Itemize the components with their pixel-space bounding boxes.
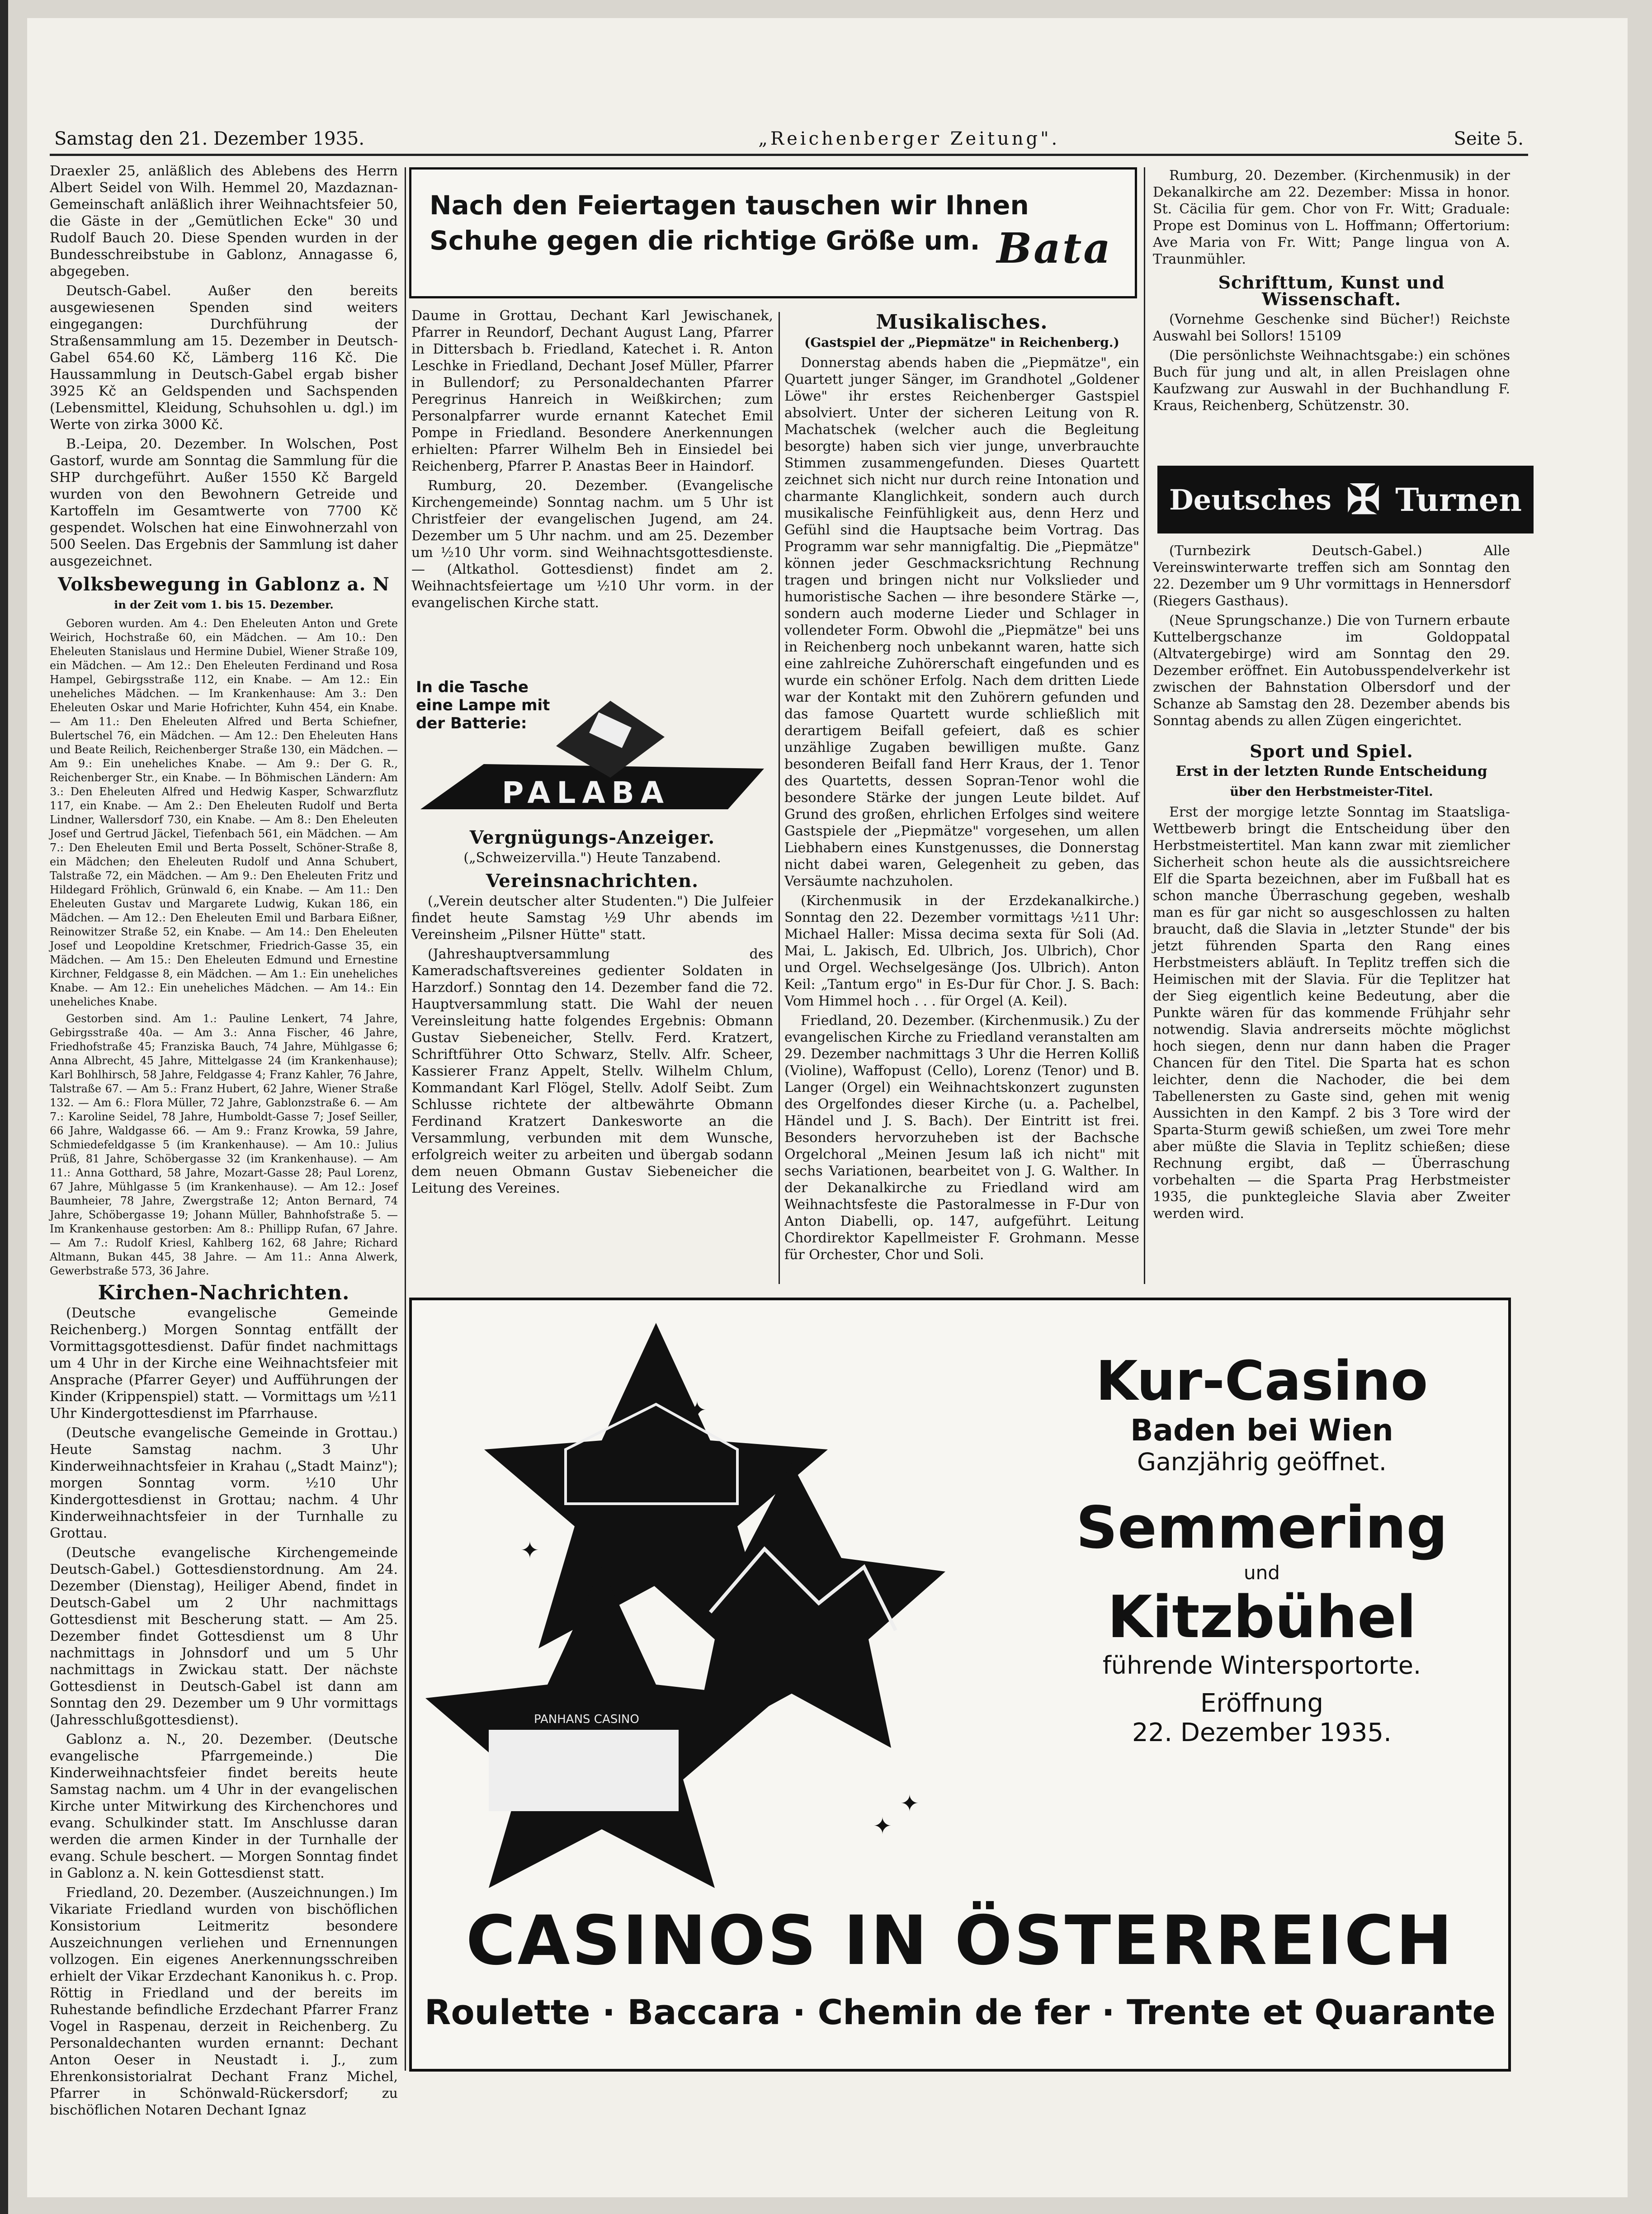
- hotel-sign: PANHANS CASINO: [534, 1713, 639, 1726]
- banner-word-left: Deutsches: [1169, 483, 1332, 516]
- palaba-ad-text: In die Tasche eine Lampe mit der Batterie:: [416, 678, 550, 732]
- paragraph: („Schweizervilla.") Heute Tanzabend.: [463, 850, 721, 866]
- section-title: Sport und Spiel.: [1250, 741, 1413, 761]
- section-title: Vereinsnachrichten.: [486, 870, 699, 892]
- paragraph: (Die persönlichste Weihnachtsgabe:) ein schönes Buch für jung und alt, in allen Preislagen ohne Kaufzwang zur Auswahl in der Buchhandlung F. Kraus, Reichenberg, Schützenstr. 30.: [1153, 348, 1510, 414]
- header-paper-title: „Reichenberger Zeitung".: [758, 128, 1060, 149]
- turner-cross-icon: ✠: [1346, 476, 1381, 524]
- header-rule: [50, 154, 1528, 156]
- column-1: [50, 163, 398, 2118]
- casino-semmering: Semmering: [1076, 1494, 1448, 1562]
- column-3: [784, 307, 1139, 1284]
- column-divider: [779, 312, 780, 1284]
- paragraph: Geboren wurden. Am 4.: Den Eheleuten Anton und Grete Weirich, Hochstraße 60, ein Mädchen. — Am 10.: Den Eheleuten Stanislaus und Hermine Dubiel, Wiener Straße 109, ein Mädchen. — Am 12.: Den Eheleuten Ferdinand und Rosa Hampel, Gebirgsstraße 112, ein Knabe. — Am 12.: Ein uneheliches Mädchen. — Im Krankenhause: Am 3.: Den Eheleuten Oskar und Marie Hofrichter, Kuhn 454, ein Knabe. — Am 11.: Den Eheleuten Alfred und Berta Schiefner, Bulertschel 76, ein Mädchen. — Am 12.: Den Eheleuten Hans und Beate Reilich, Reichenberger Straße 130, ein Mädchen. — Am 9.: Ein uneheliches Knabe. — Am 9.: Der G. R., Reichenberger Str., ein Knabe. — In Böhmischen Ländern: Am 3.: Den Eheleuten Alfred und Hedwig Kasper, Schwarzflutz 117, ein Knabe. — Am 2.: Den Eheleuten Rudolf und Berta Lindner, Wallersdorf 730, ein Knabe. — Am 8.: Den Eheleuten Josef und Gertrud Jäckel, Tiefenbach 561, ein Mädchen. — Am 7.: Den Eheleuten Emil und Berta Posselt, Schöner-Straße 8, ein Mädchen; den Eheleuten Rudolf und Anna Schubert, Talstraße 72, ein Mädchen. — Am 9.: Den Eheleuten Fritz und Hildegard Fröhlich, Grünwald 6, ein Knabe. — Am 11.: Den Eheleuten Gustav und Margarete Ludwig, Kukan 186, ein Mädchen. — Am 12.: Den Eheleuten Emil und Barbara Eißner, Reinowitzer Straße 52, ein Knabe. — Am 14.: Den Eheleuten Josef und Leopoldine Kretschmer, Friedrich-Gasse 35, ein Mädchen. — Am 15.: Den Eheleuten Edmund und Ernestine Kirchner, Feldgasse 8, ein Mädchen. — Am 1.: Ein uneheliches Knabe. — Am 12.: Ein uneheliches Mädchen. — Am 14.: Ein uneheliches Knabe.: [50, 617, 398, 1008]
- paragraph: Rumburg, 20. Dezember. (Kirchenmusik) in der Dekanalkirche am 22. Dezember: Missa in honor. St. Cäcilia für gem. Chor von Fr. Witt; Graduale: Prope est Dominus von L. Hoffmann; Offertorium: Ave Maria von Fr. Witt; Pange lingua von A. Traunmühler.: [1153, 168, 1510, 267]
- paragraph: (Neue Sprungschanze.) Die von Turnern erbaute Kuttelbergschanze im Goldoppatal (Altvatergebirge) wird am Sonntag den 29. Dezember eröffnet. Ein Autobusspendelverkehr ist zwischen der Bahnstation Olbersdorf und der Schanze ab Samstag den 28. Dezember abends bis Sonntag abends zu allen Zügen eingerichtet.: [1153, 613, 1510, 729]
- palaba-advertisement: [411, 674, 773, 818]
- paragraph: (Deutsche evangelische Kirchengemeinde Deutsch-Gabel.) Gottesdienstordnung. Am 24. Dezember (Dienstag), Heiliger Abend, findet in Deutsch-Gabel um 2 Uhr nachmittags Gottesdienst mit Bescherung statt. — Am 25. Dezember findet Gottesdienst um 8 Uhr nachmittags in Johnsdorf und um 5 Uhr nachmittags in Zwickau statt. Der nächste Gottesdienst in Deutsch-Gabel ist dann am Sonntag den 29. Dezember um 9 Uhr vormittags (Jahresschlußgottesdienst).: [50, 1545, 398, 1728]
- paragraph: (Kirchenmusik in der Erzdekanalkirche.) Sonntag den 22. Dezember vormittags ½11 Uhr: Michael Haller: Missa decima sexta für Soli (Ad. Mai, L. Jakisch, Ed. Ulbrich, Jos. Ulbrich), Chor und Orgel. Wechselgesänge (Jos. Ulbrich). Anton Keil: „Tantum ergo" in Es-Dur für Chor. J. S. Bach: Vom Himmel hoch . . . für Orgel (A. Keil).: [784, 893, 1139, 1009]
- page-header: [54, 122, 1524, 149]
- section-title: Musikalisches.: [876, 311, 1048, 334]
- scan-edge: [0, 0, 8, 2214]
- bata-line-1: Nach den Feiertagen tauschen wir Ihnen: [430, 190, 1029, 221]
- header-date: Samstag den 21. Dezember 1935.: [54, 128, 365, 149]
- paragraph: Draexler 25, anläßlich des Ablebens des Herrn Albert Seidel von Wilh. Hemmel 20, Mazdaznan-Gemeinschaft anläßlich ihrer Weihnachtsfeier 50, die Gäste in der „Gemütlichen Ecke" 30 und Rudolf Bauch 20. Diese Spenden wurden in der Bundesschreibstube in Gablonz, Annagasse 6, abgegeben.: [50, 163, 398, 279]
- paragraph: (Turnbezirk Deutsch-Gabel.) Alle Vereinswinterwarte treffen sich am Sonntag den 22. Dezember um 9 Uhr vormittags in Hennersdorf (Riegers Gasthaus).: [1153, 543, 1510, 609]
- paragraph: Erst der morgige letzte Sonntag im Staatsliga-Wettbewerb bringt die Entscheidung über den Herbstmeistertitel. Man kann zwar mit ziemlicher Sicherheit schon heute als die aussichtsreichere Elf die Sparta bezeichnen, aber im Fußball hat es schon manche Überraschung gegeben, weshalb man es für gar nicht so ausgeschlossen zu halten braucht, daß die Slavia in „letzter Stunde" der bis jetzt führenden Sparta den Rang eines Herbstmeisters abläuft. In Teplitz treffen sich die Heimischen mit der Slavia. Für die Teplitzer hat der Sieg eigentlich keine Bedeutung, aber die Punkte wären für das kommende Frühjahr sehr notwendig. Slavia andrerseits möchte möglichst hoch siegen, denn nur dann haben die Prager Chancen für den Titel. Die Sparta hat es schon leichter, denn die Nachoder, die bei dem Tabellenersten zu Gaste sind, gehen mit wenig Aussichten in den Kampf. 2 bis 3 Tore wird der Sparta-Sturm gewiß schießen, um zwei Tore mehr aber müßte die Slavia in Teplitz schießen; diese Rechnung ergibt, daß — Überraschung vorbehalten — die Sparta Prag Herbstmeister 1935, die punktegleiche Slavia aber Zweiter werden wird.: [1153, 804, 1510, 1222]
- section-title: Volksbewegung in Gablonz a. N: [58, 574, 390, 595]
- paragraph: Deutsch-Gabel. Außer den bereits ausgewiesenen Spenden sind weiters eingegangen: Durchführung der Straßensammlung am 15. Dezember in Deutsch-Gabel 654.60 Kč, Lämberg 116 Kč. Die Haussammlung in Deutsch-Gabel ergab bisher 3925 Kč an Geldspenden und Sachspenden (Lebensmittel, Kleidung, Schuhsohlen u. dgl.) im Werte von zirka 3000 Kč.: [50, 283, 398, 433]
- paragraph: („Verein deutscher alter Studenten.") Die Julfeier findet heute Samstag ½9 Uhr abends im Vereinsheim „Pilsner Hütte" statt.: [411, 893, 773, 943]
- paragraph: (Vornehme Geschenke sind Bücher!) Reichste Auswahl bei Sollors! 15109: [1153, 312, 1510, 344]
- casino-open: Ganzjährig geöffnet.: [1137, 1448, 1387, 1476]
- paragraph: Donnerstag abends haben die „Piepmätze", ein Quartett junger Sänger, im Grandhotel „Goldener Löwe" ihr erstes Reichenberger Gastspiel absolviert. Unter der sicheren Leitung von R. Machatschek (welcher auch die Begleitung besorgte) haben sich vier junge, unverbrauchte Stimmen zusammengefunden. Dieses Quartett zeichnet sich nicht nur durch reine Intonation und charmante Klanglichkeit, sondern auch durch musikalische Feinfühligkeit aus, denn Herz und Gefühl sind die Hauptsache beim Vortrag. Das Programm war sehr mannigfaltig. Die „Piepmätze" können jeder Geschmacksrichtung Rechnung tragen und bringen nicht nur Volkslieder und humoristische Sachen — ihre besondere Stärke —, sondern auch moderne Lieder und Schlager in vollendeter Form. Obwohl die „Piepmätze" bei uns in Reichenberg noch unbekannt waren, hatte sich eine zahlreiche Zuhörerschaft eingefunden und es wurde ein schöner Erfolg. Nach dem dritten Liede war der Kontakt mit den Zuhörern gefunden und das famose Quartett wurde schließlich mit derartigem Beifall gefeiert, daß es schier unzählige Zugaben bewilligen mußte. Ganz besonderen Beifall fand Herr Kraus, der 1. Tenor des Quartetts, dessen Sopran-Tenor wohl die besondere Stärke der jungen Leute bildet. Auf Grund des großen, ehrlichen Erfolges sind weitere Gastspiele der „Piepmätze" vorgesehen, um allen Liebhabern eines Kunstgenusses, die Donnerstag nicht dabei waren, Gelegenheit zu geben, das Versäumte nachzuholen.: [784, 355, 1139, 889]
- section-subtitle: (Gastspiel der „Piepmätze" in Reichenberg.): [804, 335, 1119, 350]
- column-4-lower: [1153, 543, 1510, 1284]
- column-divider: [405, 167, 406, 2071]
- casino-date: 22. Dezember 1935.: [1132, 1718, 1392, 1747]
- bata-ad-text: [430, 188, 1029, 258]
- deutsches-turnen-banner: [1157, 466, 1534, 533]
- section-title: Schrifttum, Kunst und Wissenschaft.: [1218, 272, 1445, 309]
- casino-eroeffnung: Eröffnung: [1200, 1689, 1324, 1718]
- paragraph: Friedland, 20. Dezember. (Kirchenmusik.) Zu der evangelischen Kirche zu Friedland veranstalten am 29. Dezember nachmittags 3 Uhr die Herren Kolliß (Violine), Waffopust (Cello), Lorenz (Tenor) und B. Langer (Orgel) ein Weihnachtskonzert zugunsten des Orgelfondes dieser Kirche (u. a. Pachelbel, Händel und J. S. Bach). Der Eintritt ist frei. Besonders hervorzuheben ist der Bachsche Orgelchoral „Meinen Jesum laß ich nicht" mit sechs Variationen, bearbeitet von J. G. Walther. In der Dekanalkirche zu Friedland wird am Weihnachtsfeste die Pastoralmesse in F-Dur von Anton Diabelli, op. 147, aufgeführt. Leitung Chordirektor Kapellmeister F. Grohmann. Messe für Orchester, Chor und Soli.: [784, 1013, 1139, 1263]
- paragraph: (Deutsche evangelische Gemeinde in Grottau.) Heute Samstag nachm. 3 Uhr Kinderweihnachtsfeier in Krahau („Stadt Mainz"); morgen Sonntag vorm. ½10 Uhr Kindergottesdienst in Grottau; nachm. 4 Uhr Kinderweihnachtsfeier in der Turnhalle zu Grottau.: [50, 1425, 398, 1541]
- bata-logo: Bata: [996, 224, 1112, 273]
- palaba-brand: PALABA: [502, 775, 670, 810]
- small-star-icon: ✦: [900, 1790, 919, 1817]
- column-2-lower: [411, 823, 773, 1284]
- paragraph: B.-Leipa, 20. Dezember. In Wolschen, Post Gastorf, wurde am Sonntag die Sammlung für die SHP durchgeführt. Außer 1550 Kč Bargeld wurden von den Bewohnern Getreide und Kartoffeln im Gesamtwerte von 7700 Kč gespendet. Wolschen hat eine Einwohnerzahl von 500 Seelen. Das Ergebnis der Sammlung ist daher ausgezeichnet.: [50, 436, 398, 569]
- section-subtitle: über den Herbstmeister-Titel.: [1230, 785, 1433, 799]
- small-star-icon: ✦: [520, 1537, 539, 1563]
- section-subtitle: in der Zeit vom 1. bis 15. Dezember.: [114, 598, 334, 611]
- paragraph: (Deutsche evangelische Gemeinde Reichenberg.) Morgen Sonntag entfällt der Vormittagsgottesdienst. Dafür findet nachmittags um 4 Uhr in der Kirche eine Weihnachtsfeier mit Ansprache (Pfarrer Geyer) und Aufführungen der Kinder (Krippenspiel) statt. — Vormittags um ½11 Uhr Kindergottesdienst im Pfarrhause.: [50, 1305, 398, 1421]
- casino-kitzbuehel: Kitzbühel: [1107, 1584, 1416, 1651]
- small-star-icon: ✦: [873, 1813, 892, 1839]
- paragraph: Gestorben sind. Am 1.: Pauline Lenkert, 74 Jahre, Gebirgsstraße 40a. — Am 3.: Anna Fischer, 46 Jahre, Friedhofstraße 45; Franziska Bauch, 74 Jahre, Mühlgasse 6; Anna Albrecht, 45 Jahre, Mittelgasse 24 (im Krankenhause); Karl Bohlhirsch, 58 Jahre, Feldgasse 4; Franz Kahler, 76 Jahre, Talstraße 67. — Am 5.: Franz Hubert, 62 Jahre, Wiener Straße 132. — Am 6.: Flora Müller, 72 Jahre, Gablonzstraße 6. — Am 7.: Karoline Seidel, 78 Jahre, Humboldt-Gasse 7; Josef Seiller, 66 Jahre, Waldgasse 66. — Am 9.: Franz Krowka, 59 Jahre, Schmiedefeldgasse 5 (im Krankenhause). — Am 10.: Julius Prüß, 81 Jahre, Schöbergasse 32 (im Krankenhause). — Am 11.: Anna Gotthard, 58 Jahre, Mozart-Gasse 28; Paul Lorenz, 67 Jahre, Mühlgasse 5 (im Krankenhause). — Am 12.: Josef Baumheier, 78 Jahre, Zwergstraße 12; Anton Bernard, 74 Jahre, Schöbergasse 19; Johann Müller, Bahnhofstraße 5. — Im Krankenhause gestorben: Am 8.: Phillipp Rufan, 67 Jahre. — Am 7.: Rudolf Kriesl, Kahlberg 162, 68 Jahre; Richard Altmann, Bukan 445, 38 Jahre. — Am 11.: Anna Alwerk, Gewerbstraße 573, 36 Jahre.: [50, 1012, 398, 1277]
- paragraph: Rumburg, 20. Dezember. (Evangelische Kirchengemeinde) Sonntag nachm. um 5 Uhr ist Christfeier der evangelischen Jugend, am 24. Dezember um 5 Uhr nachm. und am 25. Dezember um ½10 Uhr vorm. sind Weihnachtsgottesdienste. — (Altkathol. Gottesdienst) findet am 2. Weihnachtsfeiertage um ½10 Uhr vorm. in der evangelischen Kirche statt.: [411, 478, 773, 611]
- casino-games: Roulette · Baccara · Chemin de fer · Trente et Quarante: [424, 1992, 1496, 2032]
- paragraph: Friedland, 20. Dezember. (Auszeichnungen.) Im Vikariate Friedland wurden von bischöflichen Konsistorium Leitmeritz besondere Auszeichnungen verliehen und Ernennungen vollzogen. Ein eigenes Anerkennungsschreiben erhielt der Vikar Erzdechant Kanonikus h. c. Prop. Röttig in Friedland und der bereits im Ruhestande befindliche Erzdechant Pfarrer Franz Vogel in Raspenau, derzeit in Reichenberg. Zu Personaldechanten wurden ernannt: Dechant Anton Oeser in Neustadt i. J., zum Ehrenkonsistorialrat Dechant Franz Michel, Pfarrer in Schönwald-Rückersdorf; zu bischöflichen Notaren Dechant Ignaz: [50, 1885, 398, 2118]
- paragraph: (Jahreshauptversammlung des Kameradschaftsvereines gedienter Soldaten in Harzdorf.) Sonntag den 14. Dezember fand die 72. Hauptversammlung statt. Die Wahl der neuen Vereinsleitung hatte folgendes Ergebnis: Obmann Gustav Siebeneicher, Stellv. Ferd. Kratzert, Schriftführer Otto Schwarz, Stellv. Alfr. Scheer, Kassierer Franz Appelt, Stellv. Wilhelm Chlum, Kommandant Karl Flögel, Stellv. Adolf Seibt. Zum Schlusse richtete der altbewährte Obmann Ferdinand Kratzert Dankesworte an die Versammlung, verbunden mit dem Wunsche, erfolgreich weiter zu arbeiten und übergab sodann dem neuen Obmann Gustav Siebeneicher die Leitung des Vereines.: [411, 946, 773, 1196]
- header-page-number: Seite 5.: [1454, 128, 1524, 149]
- banner-word-right: Turnen: [1395, 481, 1522, 519]
- paragraph: Gablonz a. N., 20. Dezember. (Deutsche evangelische Pfarrgemeinde.) Die Kinderweihnachtsfeier findet bereits heute Samstag nachm. um 4 Uhr in der evangelischen Kirche unter Mitwirkung des Kirchenchores und evang. Schulkinder statt. Im Anschlusse daran werden die armen Kinder in der Turnhalle der evang. Schule beschert. — Morgen Sonntag findet in Gablonz a. N. kein Gottesdienst statt.: [50, 1732, 398, 1881]
- casino-title: Kur-Casino: [1095, 1350, 1428, 1413]
- stars-illustration: [421, 1314, 986, 1893]
- casino-city: Baden bei Wien: [1130, 1413, 1393, 1448]
- column-4: [1153, 167, 1510, 448]
- bata-advertisement: [409, 167, 1137, 298]
- section-title: Kirchen-Nachrichten.: [98, 1281, 350, 1304]
- casino-headline: CASINOS IN ÖSTERREICH: [466, 1902, 1454, 1980]
- column-2: [411, 307, 773, 669]
- casino-und: und: [1244, 1562, 1280, 1584]
- section-subtitle: Erst in der letzten Runde Entscheidung: [1175, 763, 1487, 779]
- casino-advertisement: [409, 1298, 1511, 2072]
- small-star-icon: ✦: [688, 1397, 707, 1423]
- casino-fuehrend: führende Wintersportorte.: [1102, 1651, 1421, 1680]
- column-divider: [1144, 167, 1145, 1284]
- section-title: Vergnügungs-Anzeiger.: [469, 827, 715, 848]
- hotel-illustration: [489, 1730, 679, 1811]
- paragraph: Daume in Grottau, Dechant Karl Jewischanek, Pfarrer in Reundorf, Dechant August Lang, Pfarrer in Dittersbach b. Friedland, Katechet i. R. Anton Leschke in Friedland, Dechant Josef Müller, Pfarrer in Bullendorf; zu Personaldechanten Pfarrer Peregrinus Hanreich in Weißkirchen; zum Personalpfarrer wurde ernannt Katechet Emil Pompe in Friedland. Besondere Anerkennungen erhielten: Pfarrer Wilhelm Beh in Einsiedel bei Reichenberg, Pfarrer P. Anastas Beer in Haindorf.: [411, 308, 773, 474]
- bata-line-2: Schuhe gegen die richtige Größe um.: [430, 225, 980, 256]
- casino-text-block: [1045, 1350, 1479, 1747]
